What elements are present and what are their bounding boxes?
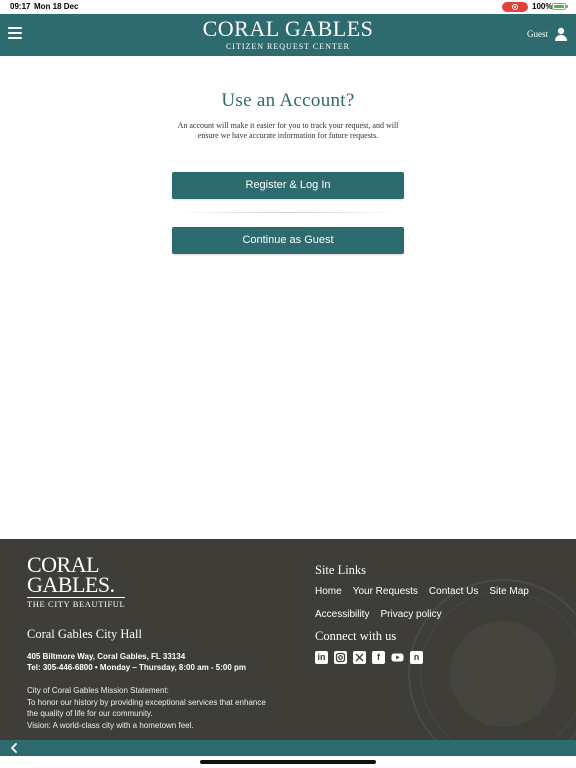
footer-link-your-requests[interactable]: Your Requests xyxy=(352,586,418,597)
bottom-navigation-bar xyxy=(0,740,576,756)
battery-icon xyxy=(552,3,566,10)
status-time: 09:17 xyxy=(10,2,31,11)
site-links-row2 xyxy=(315,609,442,620)
home-indicator-area xyxy=(0,756,576,768)
app-header xyxy=(0,14,576,56)
footer-link-site-map[interactable]: Site Map xyxy=(489,586,529,597)
register-login-button[interactable]: Register & Log In xyxy=(172,172,404,199)
divider xyxy=(172,212,404,213)
nextdoor-icon[interactable]: n xyxy=(410,651,423,664)
page-description: An account will make it easier for you to track your request, and will ensure we have accurate information for future requests. xyxy=(177,121,399,140)
footer-logo xyxy=(27,552,126,609)
user-account-button[interactable] xyxy=(527,27,568,41)
user-label: Guest xyxy=(527,29,548,39)
footer-link-contact-us[interactable]: Contact Us xyxy=(428,586,479,597)
site-links-title: Site Links xyxy=(315,563,367,577)
brand-title: CORAL GABLES xyxy=(202,16,374,41)
footer-logo-line2: GABLES. xyxy=(27,572,115,597)
city-hall-title: Coral Gables City Hall xyxy=(27,627,142,641)
brand-subtitle: CITIZEN REQUEST CENTER xyxy=(225,42,351,51)
footer-link-privacy-policy[interactable]: Privacy policy xyxy=(380,609,442,620)
city-hall-phone-hours: Tel: 305-446-6800 • Monday – Thursday, 8:00 am - 5:00 pm xyxy=(27,663,247,672)
continue-as-guest-button[interactable]: Continue as Guest xyxy=(172,227,404,254)
user-icon xyxy=(554,27,568,41)
mission-text: To honor our history by providing exceptional services that enhance the quality of life for our community. xyxy=(27,697,266,718)
main-content xyxy=(0,56,576,538)
social-links xyxy=(315,651,423,664)
chevron-left-icon[interactable] xyxy=(9,743,19,753)
record-icon xyxy=(512,4,518,10)
instagram-icon[interactable] xyxy=(334,651,347,664)
hamburger-menu-button[interactable] xyxy=(8,27,22,41)
home-indicator[interactable] xyxy=(200,760,376,764)
status-bar xyxy=(0,0,576,14)
footer-link-accessibility[interactable]: Accessibility xyxy=(315,609,370,620)
screen-recording-indicator xyxy=(502,2,528,12)
city-seal-watermark xyxy=(408,579,576,740)
status-date: Mon 18 Dec xyxy=(34,2,79,11)
footer-link-home[interactable]: Home xyxy=(315,586,342,597)
hamburger-icon xyxy=(8,27,22,29)
youtube-icon[interactable] xyxy=(391,651,404,664)
footer-logo-tagline: THE CITY BEAUTIFUL xyxy=(27,599,126,609)
mission-heading: City of Coral Gables Mission Statement: xyxy=(27,686,169,695)
facebook-icon[interactable]: f xyxy=(372,651,385,664)
page-title: Use an Account? xyxy=(221,90,355,111)
connect-title: Connect with us xyxy=(315,629,397,643)
mission-statement xyxy=(27,685,277,731)
brand-logo xyxy=(188,17,388,52)
vision-text: Vision: A world-class city with a hometown feel. xyxy=(27,720,194,730)
linkedin-icon[interactable]: in xyxy=(315,651,328,664)
battery-percentage: 100% xyxy=(532,2,553,11)
city-hall-address: 405 Biltmore Way, Coral Gables, FL 33134 xyxy=(27,652,186,661)
x-icon[interactable] xyxy=(353,651,366,664)
site-footer xyxy=(0,539,576,740)
footer-logo-line1: CORAL xyxy=(27,552,100,577)
site-links-row1 xyxy=(315,586,529,597)
